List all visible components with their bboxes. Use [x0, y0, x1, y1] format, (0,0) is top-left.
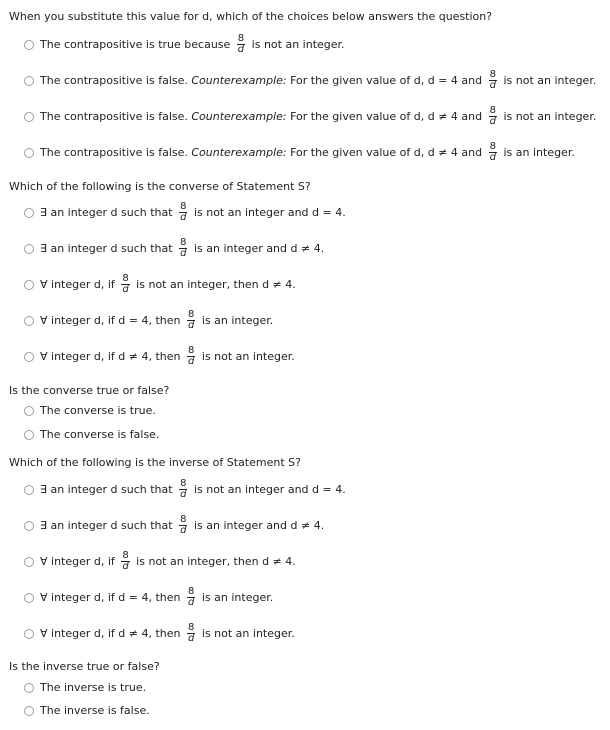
option-text: ∀ integer d, if d ≠ 4, then [40, 350, 185, 363]
counterexample-label: Counterexample: [191, 74, 287, 87]
q3-option-1[interactable] [24, 404, 156, 417]
radio-button[interactable] [24, 112, 34, 122]
radio-button[interactable] [24, 76, 34, 86]
option-text: The converse is true. [40, 404, 156, 417]
option-text: ∃ an integer d such that [40, 519, 177, 532]
option-text: ∀ integer d, if [40, 555, 119, 568]
option-text: The contrapositive is false. [40, 110, 192, 123]
question-4-prompt: Which of the following is the inverse of Statement S? [9, 456, 301, 469]
option-text: is not an integer. [499, 74, 597, 87]
q2-option-5[interactable] [24, 346, 295, 367]
q2-option-1[interactable] [24, 202, 346, 223]
option-text: is not an integer. [499, 110, 597, 123]
option-text: is an integer and d ≠ 4. [190, 242, 325, 255]
option-text: ∀ integer d, if d ≠ 4, then [40, 627, 185, 640]
fraction: $\frac{8}{d}$ [489, 141, 496, 163]
q5-option-1[interactable] [24, 681, 146, 694]
option-text: is an integer. [499, 146, 575, 159]
fraction: $\frac{8}{d}$ [188, 309, 195, 331]
radio-button[interactable] [24, 430, 34, 440]
option-text: ∃ an integer d such that [40, 242, 177, 255]
option-text: ∀ integer d, if d = 4, then [40, 314, 185, 327]
radio-button[interactable] [24, 557, 34, 567]
fraction: $\frac{8}{d}$ [489, 69, 496, 91]
q1-option-3[interactable] [24, 106, 596, 127]
option-text: The contrapositive is false. [40, 146, 192, 159]
radio-button[interactable] [24, 148, 34, 158]
option-text: The contrapositive is true because [40, 38, 234, 51]
q4-option-3[interactable] [24, 551, 296, 572]
radio-button[interactable] [24, 406, 34, 416]
q4-option-5[interactable] [24, 623, 295, 644]
option-text: The inverse is true. [40, 681, 147, 694]
option-text: is not an integer, then d ≠ 4. [132, 555, 296, 568]
question-1-prompt: When you substitute this value for d, which of the choices below answers the question? [9, 10, 493, 23]
q2-option-2[interactable] [24, 238, 324, 259]
q4-option-2[interactable] [24, 515, 324, 536]
option-text: ∃ an integer d such that [40, 483, 177, 496]
question-5-prompt: Is the inverse true or false? [9, 660, 160, 673]
fraction: $\frac{8}{d}$ [188, 586, 195, 608]
counterexample-label: Counterexample: [191, 146, 287, 159]
option-text: The converse is false. [40, 428, 160, 441]
radio-button[interactable] [24, 352, 34, 362]
question-2-prompt: Which of the following is the converse of Statement S? [9, 180, 311, 193]
radio-button[interactable] [24, 280, 34, 290]
option-text: is not an integer, then d ≠ 4. [132, 278, 296, 291]
q5-option-2[interactable] [24, 704, 150, 717]
q1-option-4[interactable] [24, 142, 575, 163]
radio-button[interactable] [24, 244, 34, 254]
counterexample-label: Counterexample: [191, 110, 287, 123]
option-text: is an integer. [198, 591, 274, 604]
question-3-prompt: Is the converse true or false? [9, 384, 170, 397]
fraction: $\frac{8}{d}$ [188, 622, 195, 644]
fraction: $\frac{8}{d}$ [122, 550, 129, 572]
fraction: $\frac{8}{d}$ [180, 478, 187, 500]
radio-button[interactable] [24, 521, 34, 531]
fraction: $\frac{8}{d}$ [489, 105, 496, 127]
fraction: $\frac{8}{d}$ [180, 237, 187, 259]
option-text: is not an integer and d = 4. [190, 483, 346, 496]
q3-option-2[interactable] [24, 428, 159, 441]
option-text: is not an integer and d = 4. [190, 206, 346, 219]
radio-button[interactable] [24, 316, 34, 326]
radio-button[interactable] [24, 706, 34, 716]
fraction: $\frac{8}{d}$ [122, 273, 129, 295]
option-text: is an integer and d ≠ 4. [190, 519, 325, 532]
option-text: is not an integer. [248, 38, 345, 51]
radio-button[interactable] [24, 593, 34, 603]
option-text: is an integer. [198, 314, 274, 327]
fraction: $\frac{8}{d}$ [180, 201, 187, 223]
radio-button[interactable] [24, 40, 34, 50]
option-text: For the given value of d, d ≠ 4 and [286, 146, 486, 159]
option-text: ∀ integer d, if d = 4, then [40, 591, 185, 604]
option-text: ∀ integer d, if [40, 278, 119, 291]
option-text: ∃ an integer d such that [40, 206, 177, 219]
q2-option-3[interactable] [24, 274, 296, 295]
option-text: The contrapositive is false. [40, 74, 192, 87]
option-text: For the given value of d, d = 4 and [286, 74, 486, 87]
q2-option-4[interactable] [24, 310, 273, 331]
fraction: $\frac{8}{d}$ [188, 345, 195, 367]
option-text: is not an integer. [198, 350, 295, 363]
fraction: $\frac{8}{d}$ [180, 514, 187, 536]
option-text: The inverse is false. [40, 704, 150, 717]
option-text: is not an integer. [198, 627, 295, 640]
radio-button[interactable] [24, 485, 34, 495]
q4-option-1[interactable] [24, 479, 346, 500]
fraction: $\frac{8}{d}$ [237, 33, 245, 55]
q4-option-4[interactable] [24, 587, 273, 608]
radio-button[interactable] [24, 629, 34, 639]
q1-option-2[interactable] [24, 70, 596, 91]
radio-button[interactable] [24, 683, 34, 693]
radio-button[interactable] [24, 208, 34, 218]
q1-option-1[interactable] [24, 34, 345, 55]
option-text: For the given value of d, d ≠ 4 and [286, 110, 486, 123]
